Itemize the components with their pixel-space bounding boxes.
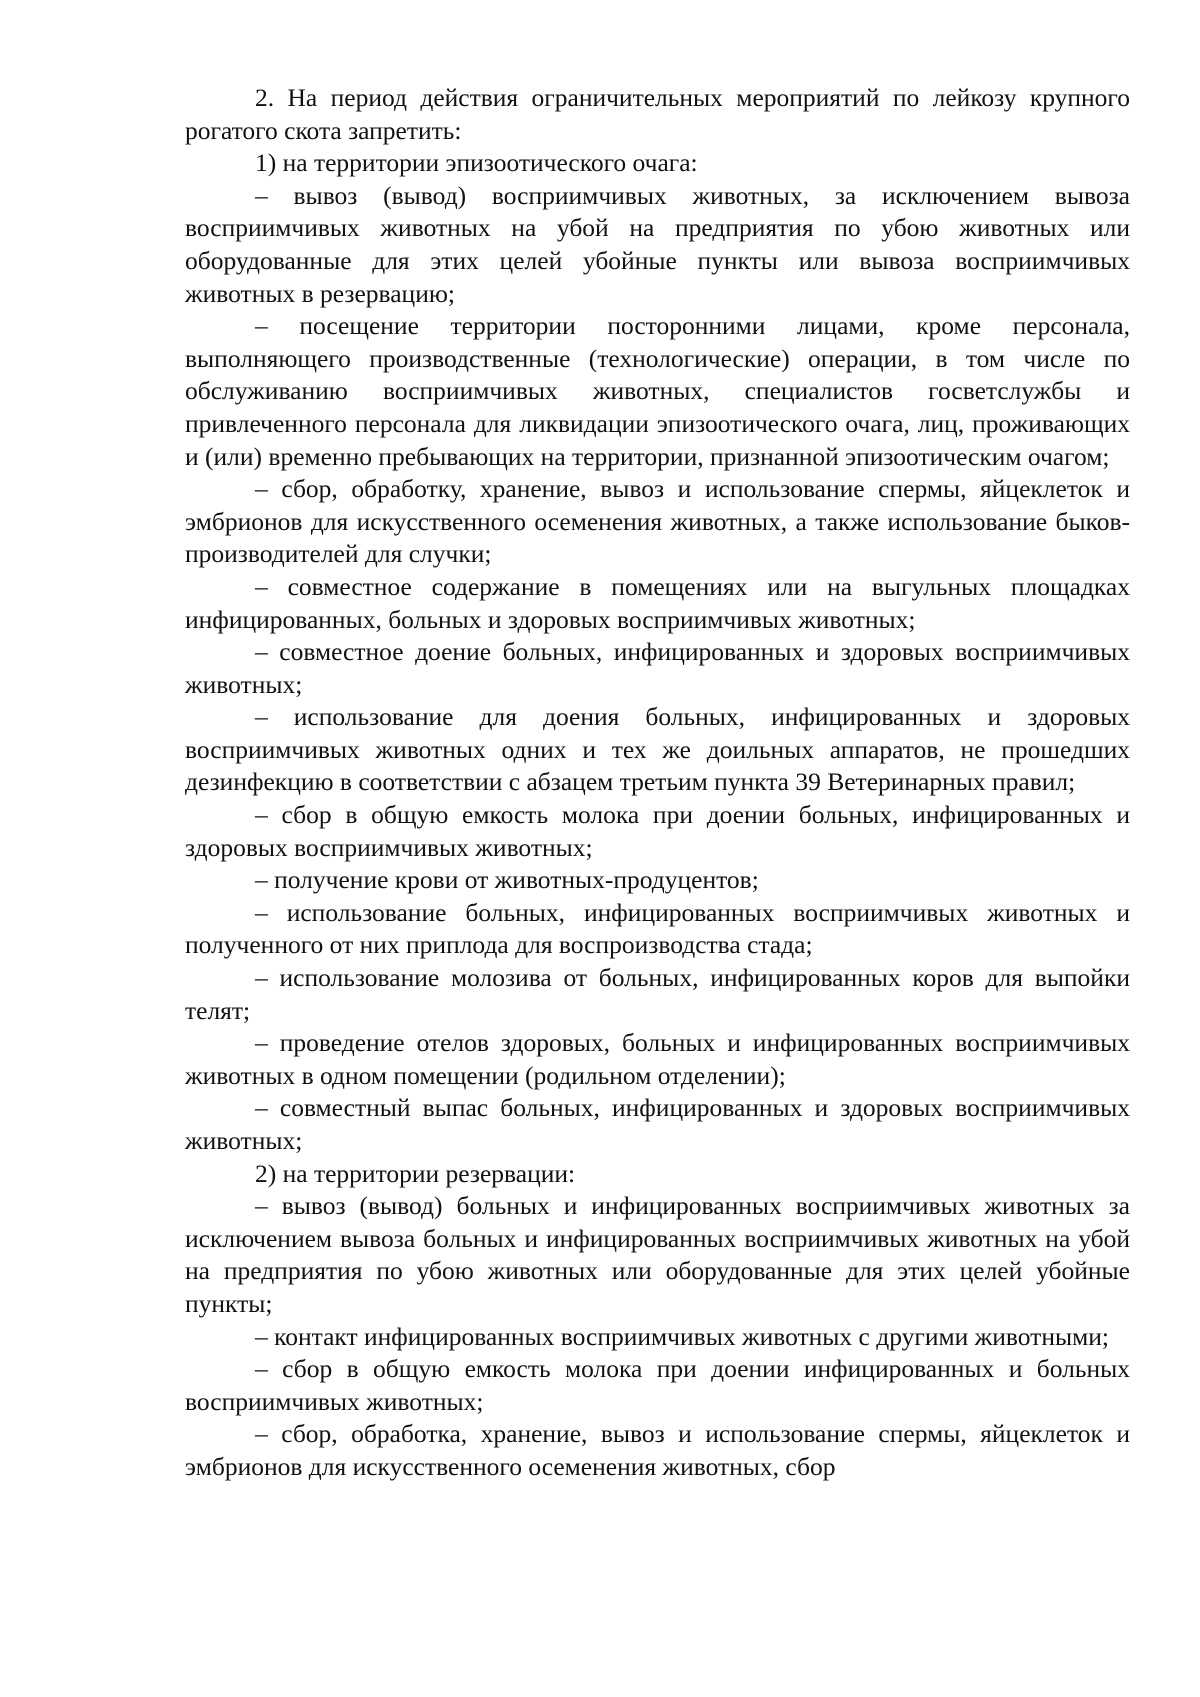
list-item: – использование больных, инфицированных восприимчивых животных и полученного от них приплода для воспроизводства стада; xyxy=(185,897,1130,960)
list-item: – использование для доения больных, инфицированных и здоровых восприимчивых животных одних и тех же доильных аппаратов, не прошедших дезинфекцию в соответствии с абзацем третьим пункта 39 Ветеринарных правил; xyxy=(185,702,1130,797)
list-item: – совместный выпас больных, инфицированных и здоровых восприимчивых животных; xyxy=(185,1093,1130,1155)
list-item: – сбор, обработку, хранение, вывоз и использование спермы, яйцеклеток и эмбрионов для искусственного осеменения животных, а также использование быков-производителей для случки; xyxy=(185,474,1130,569)
list-item: – совместное доение больных, инфицированных и здоровых восприимчивых животных; xyxy=(185,637,1130,699)
list-item: – совместное содержание в помещениях или на выгульных площадках инфицированных, больных и здоровых восприимчивых животных; xyxy=(185,571,1130,634)
list-item: – вывоз (вывод) больных и инфицированных восприимчивых животных за исключением вывоза больных и инфицированных восприимчивых животных на убой на предприятия по убою животных или оборудованные для этих целей убойные пункты; xyxy=(185,1191,1130,1318)
subsection-2-heading: 2) на территории резервации: xyxy=(255,1158,576,1188)
list-item: – вывоз (вывод) восприимчивых животных, за исключением вывоза восприимчивых животных на убой на предприятия по убою животных или оборудованные для этих целей убойные пункты или вывоза восприимчивых животных в резервацию; xyxy=(185,180,1130,308)
subsection-1-heading: 1) на территории эпизоотического очага: xyxy=(255,148,698,178)
document-body xyxy=(185,82,1130,1484)
list-item: – получение крови от животных-продуцентов; xyxy=(255,865,759,895)
paragraph-item-2-intro: 2. На период действия ограничительных мероприятий по лейкозу крупного рогатого скота запретить: xyxy=(185,83,1130,145)
list-item: – сбор в общую емкость молока при доении инфицированных и больных восприимчивых животных; xyxy=(185,1354,1130,1416)
list-item: – сбор в общую емкость молока при доении больных, инфицированных и здоровых восприимчивых животных; xyxy=(185,800,1130,862)
list-item: – проведение отелов здоровых, больных и инфицированных восприимчивых животных в одном помещении (родильном отделении); xyxy=(185,1028,1130,1090)
list-item: – сбор, обработка, хранение, вывоз и использование спермы, яйцеклеток и эмбрионов для искусственного осеменения животных, сбор xyxy=(185,1419,1130,1481)
list-item: – использование молозива от больных, инфицированных коров для выпойки телят; xyxy=(185,963,1130,1025)
list-item: – посещение территории посторонними лицами, кроме персонала, выполняющего производственные (технологические) операции, в том числе по обслуживанию восприимчивых животных, специалистов госветслужбы и привлеченного персонала для ликвидации эпизоотического очага, лиц, проживающих и (или) временно пребывающих на территории, признанной эпизоотическим очагом; xyxy=(185,311,1130,471)
list-item: – контакт инфицированных восприимчивых животных с другими животными; xyxy=(255,1321,1109,1351)
